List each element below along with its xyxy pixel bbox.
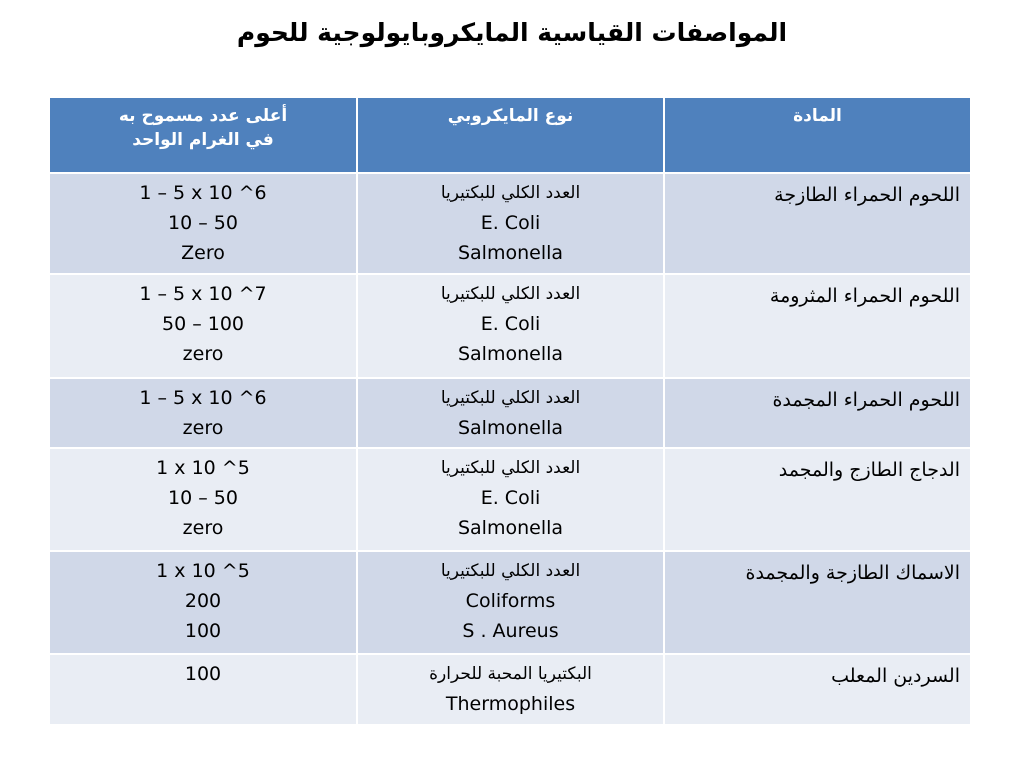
header-max-count-line1: أعلى عدد مسموح به: [118, 106, 288, 126]
microbe-line: العدد الكلي للبكتيريا: [440, 458, 581, 478]
table-row: [49, 448, 971, 551]
microbe-line: البكتيريا المحبة للحرارة: [429, 664, 592, 684]
microbe-line: العدد الكلي للبكتيريا: [440, 284, 581, 304]
microbe-line: Salmonella: [457, 517, 564, 539]
table-body: [49, 173, 971, 725]
page-title: المواصفات القياسية المايكروبايولوجية للحوم: [236, 18, 788, 47]
limit-line: zero: [182, 517, 224, 539]
microbe-line: Salmonella: [457, 343, 564, 365]
table-row: [49, 654, 971, 725]
microbe-line: E. Coli: [480, 487, 541, 509]
microbe-line: S . Aureus: [462, 620, 559, 642]
header-max-count: [49, 97, 357, 173]
limit-line: 1 – 5 x 10 ^6: [139, 387, 267, 409]
microbe-line: Thermophiles: [445, 693, 576, 715]
microbiology-standards-table: [48, 96, 972, 726]
cell-material: الاسماك الطازجة والمجمدة: [664, 551, 971, 654]
microbe-line: Salmonella: [457, 242, 564, 264]
limit-line: zero: [182, 417, 224, 439]
cell-max-count: [49, 173, 357, 274]
table-row: [49, 551, 971, 654]
microbe-line: E. Coli: [480, 313, 541, 335]
cell-microbe-type: [357, 274, 664, 378]
cell-max-count: [49, 378, 357, 448]
microbe-line: Salmonella: [457, 417, 564, 439]
cell-material: الدجاج الطازج والمجمد: [664, 448, 971, 551]
cell-max-count: [49, 551, 357, 654]
microbe-line: Coliforms: [465, 590, 556, 612]
cell-max-count: [49, 448, 357, 551]
table-header-row: [49, 97, 971, 173]
cell-microbe-type: [357, 551, 664, 654]
limit-line: 100: [184, 620, 222, 642]
limit-line: zero: [182, 343, 224, 365]
cell-material: اللحوم الحمراء الطازجة: [664, 173, 971, 274]
limit-line: Zero: [181, 242, 225, 264]
microbe-line: E. Coli: [480, 212, 541, 234]
cell-material: السردين المعلب: [664, 654, 971, 725]
limit-line: 1 – 5 x 10 ^6: [139, 182, 267, 204]
microbe-line: العدد الكلي للبكتيريا: [440, 561, 581, 581]
cell-microbe-type: [357, 654, 664, 725]
header-max-count-line2: في الغرام الواحد: [132, 130, 274, 150]
header-microbe-type: نوع المايكروبي: [357, 97, 664, 173]
table-row: [49, 274, 971, 378]
limit-line: 100: [184, 663, 222, 685]
limit-line: 1 x 10 ^5: [156, 457, 250, 479]
limit-line: 1 x 10 ^5: [156, 560, 250, 582]
cell-microbe-type: [357, 378, 664, 448]
limit-line: 1 – 5 x 10 ^7: [139, 283, 267, 305]
table-row: [49, 173, 971, 274]
microbe-line: العدد الكلي للبكتيريا: [440, 388, 581, 408]
microbe-line: العدد الكلي للبكتيريا: [440, 183, 581, 203]
cell-microbe-type: [357, 448, 664, 551]
cell-max-count: [49, 654, 357, 725]
limit-line: 10 – 50: [168, 487, 238, 509]
cell-material: اللحوم الحمراء المجمدة: [664, 378, 971, 448]
cell-material: اللحوم الحمراء المثرومة: [664, 274, 971, 378]
limit-line: 10 – 50: [168, 212, 238, 234]
limit-line: 50 – 100: [161, 313, 245, 335]
limit-line: 200: [184, 590, 222, 612]
table-row: [49, 378, 971, 448]
cell-microbe-type: [357, 173, 664, 274]
header-material: المادة: [664, 97, 971, 173]
cell-max-count: [49, 274, 357, 378]
